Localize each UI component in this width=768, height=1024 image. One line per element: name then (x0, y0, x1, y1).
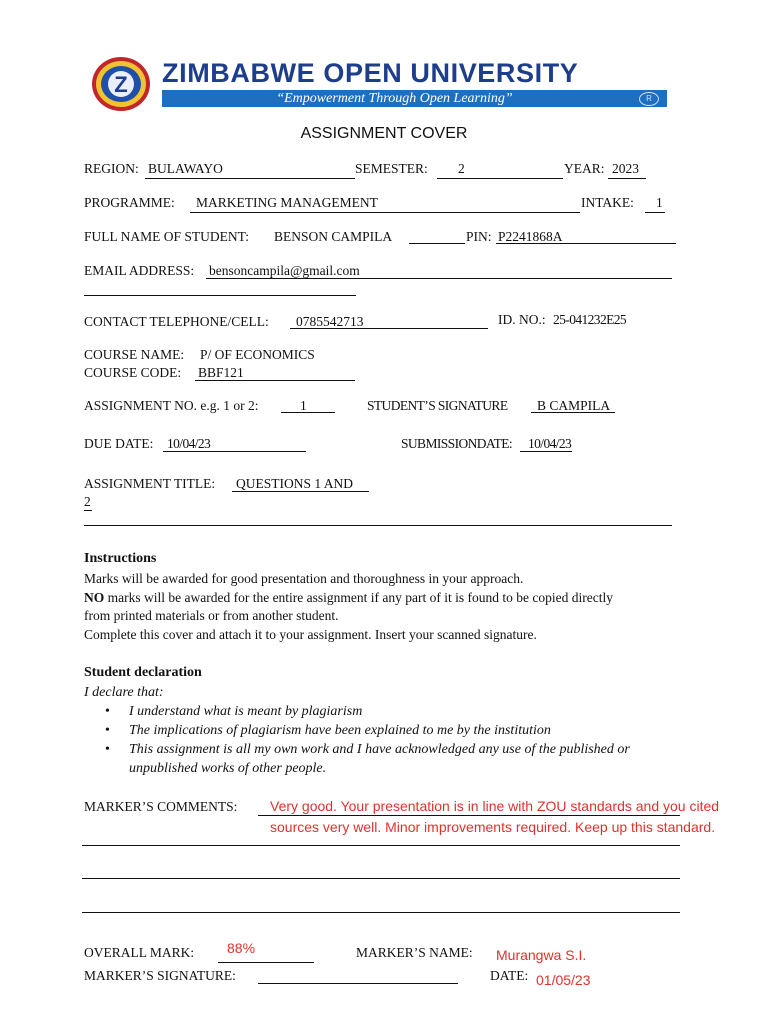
instructions-line-2-rest: marks will be awarded for the entire assignment if any part of it is found to be copied directly (104, 590, 613, 605)
submission-date-label: SUBMISSIONDATE: (401, 436, 513, 451)
declaration-item: • The implications of plagiarism have been explained to me by the institution (105, 723, 551, 738)
pin-value: P2241868A (498, 229, 563, 244)
phone-label: CONTACT TELEPHONE/CELL: (84, 314, 269, 329)
programme-value: MARKETING MANAGEMENT (196, 195, 378, 210)
overall-mark-value: 88% (227, 940, 256, 956)
id-value: 25-041232E25 (553, 312, 627, 327)
email-value: bensoncampila@gmail.com (209, 263, 360, 278)
course-code-value: BBF121 (198, 365, 244, 380)
marker-date-value: 01/05/23 (536, 972, 591, 988)
intake-label: INTAKE: (581, 195, 634, 210)
form-title: ASSIGNMENT COVER (300, 125, 468, 142)
course-name-value: P/ OF ECONOMICS (200, 347, 315, 362)
marker-comments-label: MARKER’S COMMENTS: (84, 799, 238, 814)
semester-label: SEMESTER: (355, 161, 428, 176)
bullet-icon: • (105, 742, 110, 757)
due-date-value: 10/04/23 (167, 436, 211, 451)
assignment-no-value: 1 (300, 398, 307, 413)
instructions-line-4: Complete this cover and attach it to your assignment. Insert your scanned signature. (84, 627, 537, 642)
marker-signature-label: MARKER’S SIGNATURE: (84, 968, 236, 983)
fullname-value: BENSON CAMPILA (274, 229, 393, 244)
marker-date-label: DATE: (490, 968, 529, 983)
email-label: EMAIL ADDRESS: (84, 263, 195, 278)
zou-logo-icon (90, 55, 152, 113)
overall-mark-label: OVERALL MARK: (84, 945, 195, 960)
marker-name-value: Murangwa S.I. (496, 947, 587, 963)
due-date-label: DUE DATE: (84, 436, 154, 451)
marker-comment-line-1: Very good. Your presentation is in line with ZOU standards and you cited (270, 798, 720, 814)
university-tagline: “Empowerment Through Open Learning” (276, 91, 513, 106)
marker-name-label: MARKER’S NAME: (356, 945, 473, 960)
assignment-no-label: ASSIGNMENT NO. e.g. 1 or 2: (84, 398, 259, 413)
tagline-banner (162, 90, 667, 107)
instructions-heading: Instructions (84, 551, 157, 566)
declaration-item: • This assignment is all my own work and I have acknowledged any use of the published or (105, 742, 630, 757)
submission-date-value: 10/04/23 (528, 436, 572, 451)
bullet-icon: • (105, 704, 110, 719)
semester-value: 2 (458, 161, 465, 176)
intake-value: 1 (656, 195, 663, 210)
student-signature-label: STUDENT’S SIGNATURE (367, 398, 508, 413)
assignment-title-label: ASSIGNMENT TITLE: (84, 476, 216, 491)
declaration-heading: Student declaration (84, 665, 202, 680)
university-name: ZIMBABWE OPEN UNIVERSITY (162, 58, 579, 88)
instructions-no: NO (84, 590, 105, 605)
instructions-line-3: from printed materials or from another student. (84, 608, 339, 623)
svg-text:Z: Z (114, 72, 128, 97)
assignment-title-value: QUESTIONS 1 AND (236, 476, 354, 491)
region-value: BULAWAYO (148, 161, 223, 176)
declaration-list (105, 702, 630, 778)
region-label: REGION: (84, 161, 139, 176)
student-signature-value: B CAMPILA (537, 398, 611, 413)
programme-label: PROGRAMME: (84, 195, 175, 210)
declaration-item: • I understand what is meant by plagiarism (105, 704, 363, 719)
id-label: ID. NO.: (498, 312, 546, 327)
pin-label: PIN: (466, 229, 492, 244)
instructions-line-1: Marks will be awarded for good presentation and thoroughness in your approach. (84, 571, 524, 586)
course-code-label: COURSE CODE: (84, 365, 182, 380)
year-label: YEAR: (564, 161, 605, 176)
marker-comment-line-2: sources very well. Minor improvements required. Keep up this standard. (270, 819, 716, 835)
assignment-title-value-cont: 2 (84, 494, 91, 509)
instructions-line-2 (84, 590, 613, 606)
declaration-item: unpublished works of other people. (129, 761, 327, 776)
fullname-label: FULL NAME OF STUDENT: (84, 229, 249, 244)
phone-value: 0785542713 (296, 314, 364, 329)
registered-mark-icon: R (639, 92, 659, 106)
declaration-intro: I declare that: (84, 685, 164, 700)
year-value: 2023 (612, 161, 639, 176)
course-name-label: COURSE NAME: (84, 347, 185, 362)
bullet-icon: • (105, 723, 110, 738)
